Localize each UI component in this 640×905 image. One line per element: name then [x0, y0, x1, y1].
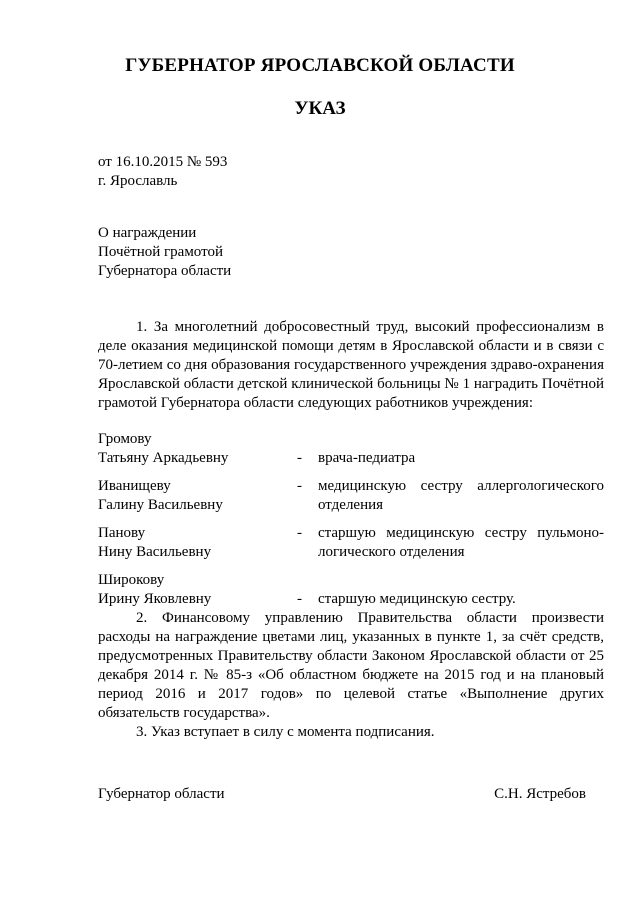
awardee-position	[318, 449, 604, 468]
paragraph-2: 2. Финансовому управлению Правительства области произвести расходы на награждение цветами лиц, указанных в пункте 1, за счёт средств, предусмотренных Правительству области Законом Ярославской области от 25 декабря 2014 г. № 85-з «Об областном бюджете на 2015 год и на плановый период 2016 и 2017 годов» по целевой статье «Выполнение других обязательств государства».	[98, 610, 604, 721]
document-subject	[98, 224, 231, 281]
awardee-dash: -	[297, 450, 302, 466]
document-body	[98, 318, 604, 742]
awardee-position	[318, 524, 604, 562]
awardee-position-line-1: старшую медицинскую сестру.	[318, 591, 516, 607]
city: г. Ярославль	[98, 173, 178, 189]
date-number-block	[98, 153, 227, 191]
awardee-list	[98, 430, 604, 609]
awardee-given-name: Ирину Яковлевну	[98, 591, 212, 607]
awardee-position-line-2: отделения	[318, 497, 384, 513]
awardee-given-name: Татьяну Аркадьевну	[98, 450, 229, 466]
awardee-name	[98, 430, 288, 468]
awardee-surname: Широкову	[98, 572, 165, 588]
paragraph-1: 1. За многолетний добросовестный труд, высокий профессионализм в деле оказания медицинской помощи детям в Ярославской области и в связи с 70-летием со дня образования государственного учреждения здраво-охранения Ярославской области детской клинической больницы № 1 наградить Почётной грамотой Губернатора области следующих работников учреждения:	[98, 319, 604, 411]
signatory-position: Губернатор области	[98, 786, 225, 802]
paragraph-3: 3. Указ вступает в силу с момента подписания.	[136, 724, 435, 740]
awardee-item	[98, 571, 604, 609]
subject-line-2: Почётной грамотой	[98, 244, 223, 260]
awardee-dash: -	[297, 591, 302, 607]
awardee-position	[318, 590, 604, 609]
awardee-dash: -	[297, 525, 302, 541]
awardee-surname: Громову	[98, 431, 152, 447]
awardee-dash: -	[297, 478, 302, 494]
document-title: ГУБЕРНАТОР ЯРОСЛАВСКОЙ ОБЛАСТИ	[125, 55, 515, 76]
awardee-name	[98, 571, 288, 609]
awardee-position-line-1: старшую медицинскую сестру пульмоно-	[318, 525, 604, 541]
awardee-item	[98, 477, 604, 515]
subject-line-3: Губернатора области	[98, 263, 232, 279]
awardee-position	[318, 477, 604, 515]
awardee-surname: Панову	[98, 525, 146, 541]
awardee-name	[98, 524, 288, 562]
awardee-position-line-2: логического отделения	[318, 544, 465, 560]
awardee-item	[98, 430, 604, 468]
signatory-name: С.Н. Ястребов	[494, 786, 586, 802]
awardee-name	[98, 477, 288, 515]
awardee-position-line-1: медицинскую сестру аллергологического	[318, 478, 604, 494]
awardee-surname: Иванищеву	[98, 478, 171, 494]
date-number: от 16.10.2015 № 593	[98, 154, 228, 170]
awardee-item	[98, 524, 604, 562]
awardee-given-name: Нину Васильевну	[98, 544, 212, 560]
document-type: УКАЗ	[294, 98, 346, 119]
subject-line-1: О награждении	[98, 225, 197, 241]
awardee-given-name: Галину Васильевну	[98, 497, 223, 513]
awardee-position-line-1: врача-педиатра	[318, 450, 416, 466]
